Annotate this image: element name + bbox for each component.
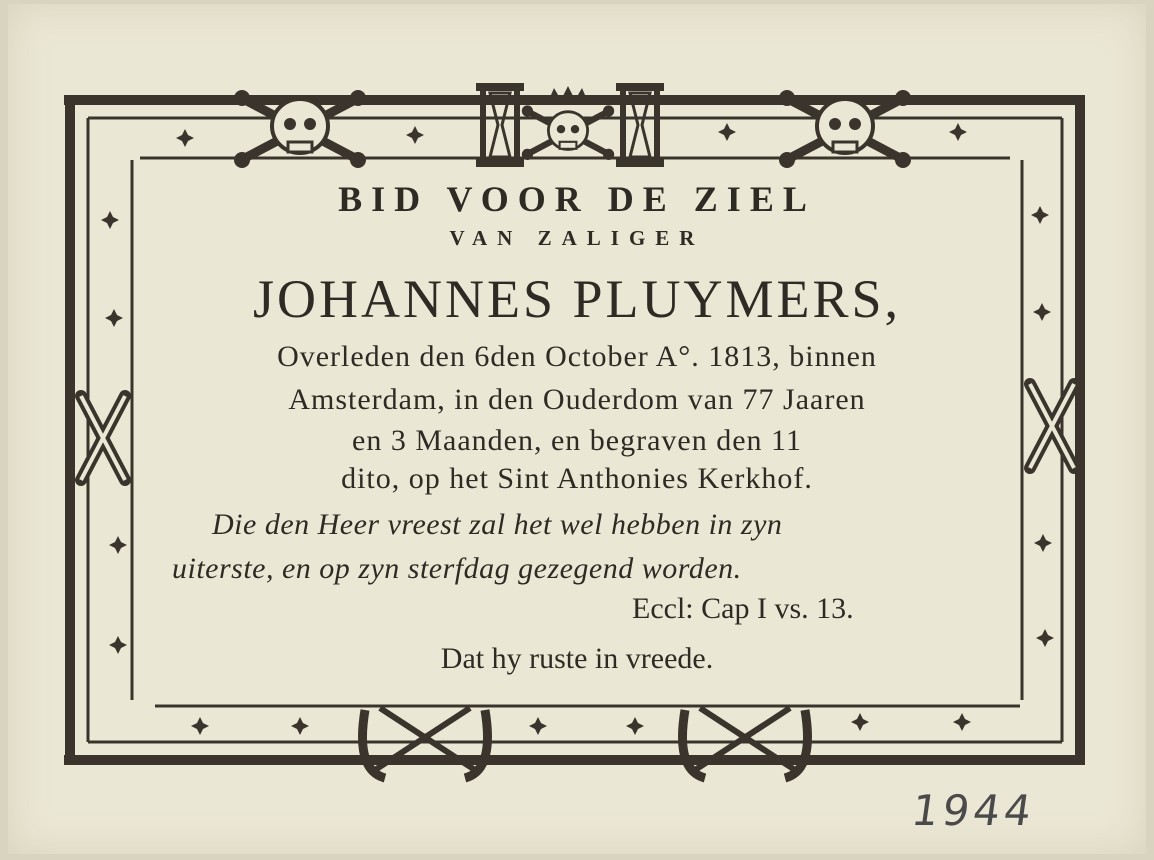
- heading-prayer: BID VOOR DE ZIEL: [338, 179, 816, 219]
- scripture-reference: Eccl: Cap I vs. 13.: [632, 592, 854, 625]
- body-line: Amsterdam, in den Ouderdom van 77 Jaaren: [288, 383, 866, 416]
- skull-crossbones-icon: [234, 90, 366, 168]
- cross-icon: [191, 713, 971, 735]
- closing-prayer: Dat hy ruste in vreede.: [440, 642, 714, 675]
- skull-crossbones-icon: [779, 90, 911, 168]
- verse-line: Die den Heer vreest zal het wel hebben in zyn: [212, 508, 783, 541]
- deceased-name: JOHANNES PLUYMERS,: [252, 269, 902, 329]
- body-line: en 3 Maanden, en begraven den 11: [352, 424, 802, 457]
- handwritten-number: 1944: [908, 786, 1039, 835]
- verse-line: uiterste, en op zyn sterfdag gezegend worden.: [172, 552, 742, 585]
- body-line: Overleden den 6den October A°. 1813, binnen: [277, 340, 877, 373]
- heading-subtitle: VAN ZALIGER: [449, 226, 705, 250]
- body-line: dito, op het Sint Anthonies Kerkhof.: [341, 462, 813, 495]
